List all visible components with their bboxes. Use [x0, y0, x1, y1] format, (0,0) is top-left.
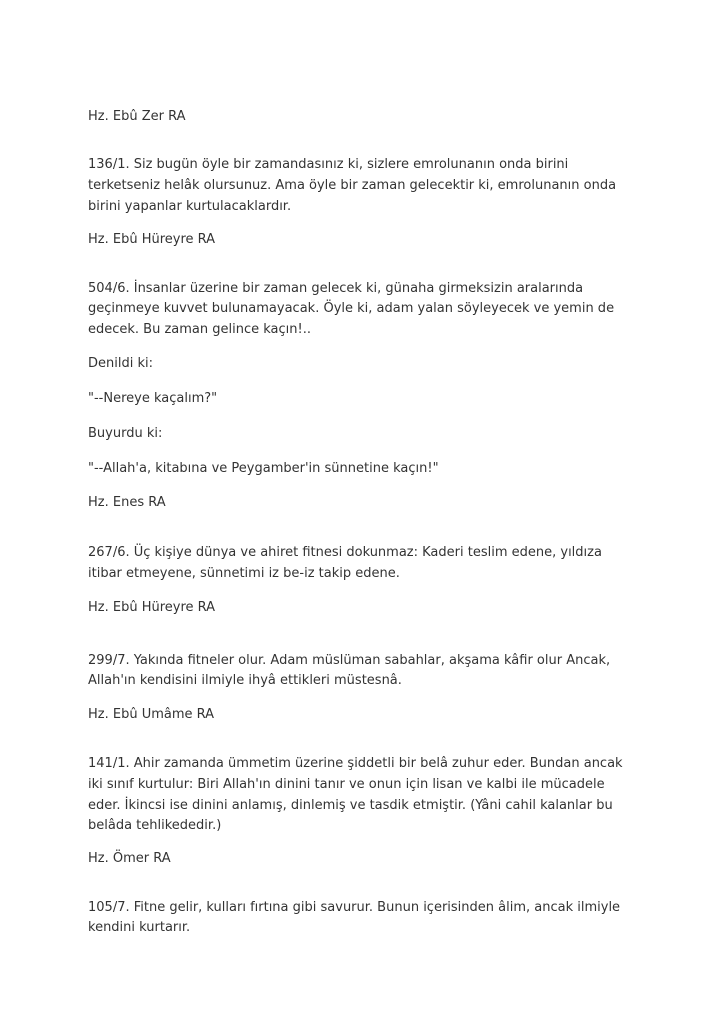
hadith-line: edecek. Bu zaman gelince kaçın!..: [88, 322, 311, 337]
text-line: "--Nereye kaçalım?": [88, 391, 218, 406]
text-line: Buyurdu ki:: [88, 426, 163, 441]
hadith-line: kendini kurtarır.: [88, 920, 191, 935]
attribution-line: Hz. Ebû Zer RA: [88, 109, 186, 124]
attribution-line: Hz. Ebû Hüreyre RA: [88, 600, 216, 615]
text-line: "--Allah'a, kitabına ve Peygamber'in sünnetine kaçın!": [88, 461, 439, 476]
hadith-line: 105/7. Fitne gelir, kulları fırtına gibi savurur. Bunun içerisinden âlim, ancak ilmiyle: [88, 900, 621, 915]
hadith-line: itibar etmeyene, sünnetimi iz be-iz takip edene.: [88, 566, 400, 581]
hadith-line: geçinmeye kuvvet bulunamayacak. Öyle ki, adam yalan söyleyecek ve yemin de: [88, 301, 615, 316]
hadith-line: Allah'ın kendisini ilmiyle ihyâ ettikleri müstesnâ.: [88, 673, 402, 688]
hadith-line: 299/7. Yakında fitneler olur. Adam müslüman sabahlar, akşama kâfir olur Ancak,: [88, 653, 611, 668]
hadith-line: terketseniz helâk olursunuz. Ama öyle bir zaman gelecektir ki, emrolunanın onda: [88, 178, 617, 193]
attribution-line: Hz. Ömer RA: [88, 851, 171, 866]
hadith-line: belâda tehlikededir.): [88, 818, 222, 833]
attribution-line: Hz. Enes RA: [88, 495, 166, 510]
hadith-line: iki sınıf kurtulur: Biri Allah'ın dinini tanır ve onun için lisan ve kalbi ile mücadele: [88, 777, 605, 792]
hadith-line: eder. İkincsi ise dinini anlamış, dinlemiş ve tasdik etmiştir. (Yâni cahil kalanlar bu: [88, 798, 613, 813]
hadith-line: 504/6. İnsanlar üzerine bir zaman gelecek ki, günaha girmeksizin aralarında: [88, 281, 584, 296]
hadith-line: 267/6. Üç kişiye dünya ve ahiret fitnesi dokunmaz: Kaderi teslim edene, yıldıza: [88, 545, 602, 560]
attribution-line: Hz. Ebû Umâme RA: [88, 707, 215, 722]
hadith-line: 136/1. Siz bugün öyle bir zamandasınız ki, sizlere emrolunanın onda birini: [88, 157, 569, 172]
attribution-line: Hz. Ebû Hüreyre RA: [88, 232, 216, 247]
hadith-line: birini yapanlar kurtulacaklardır.: [88, 199, 292, 214]
text-line: Denildi ki:: [88, 356, 153, 371]
hadith-line: 141/1. Ahir zamanda ümmetim üzerine şiddetli bir belâ zuhur eder. Bundan ancak: [88, 756, 623, 771]
